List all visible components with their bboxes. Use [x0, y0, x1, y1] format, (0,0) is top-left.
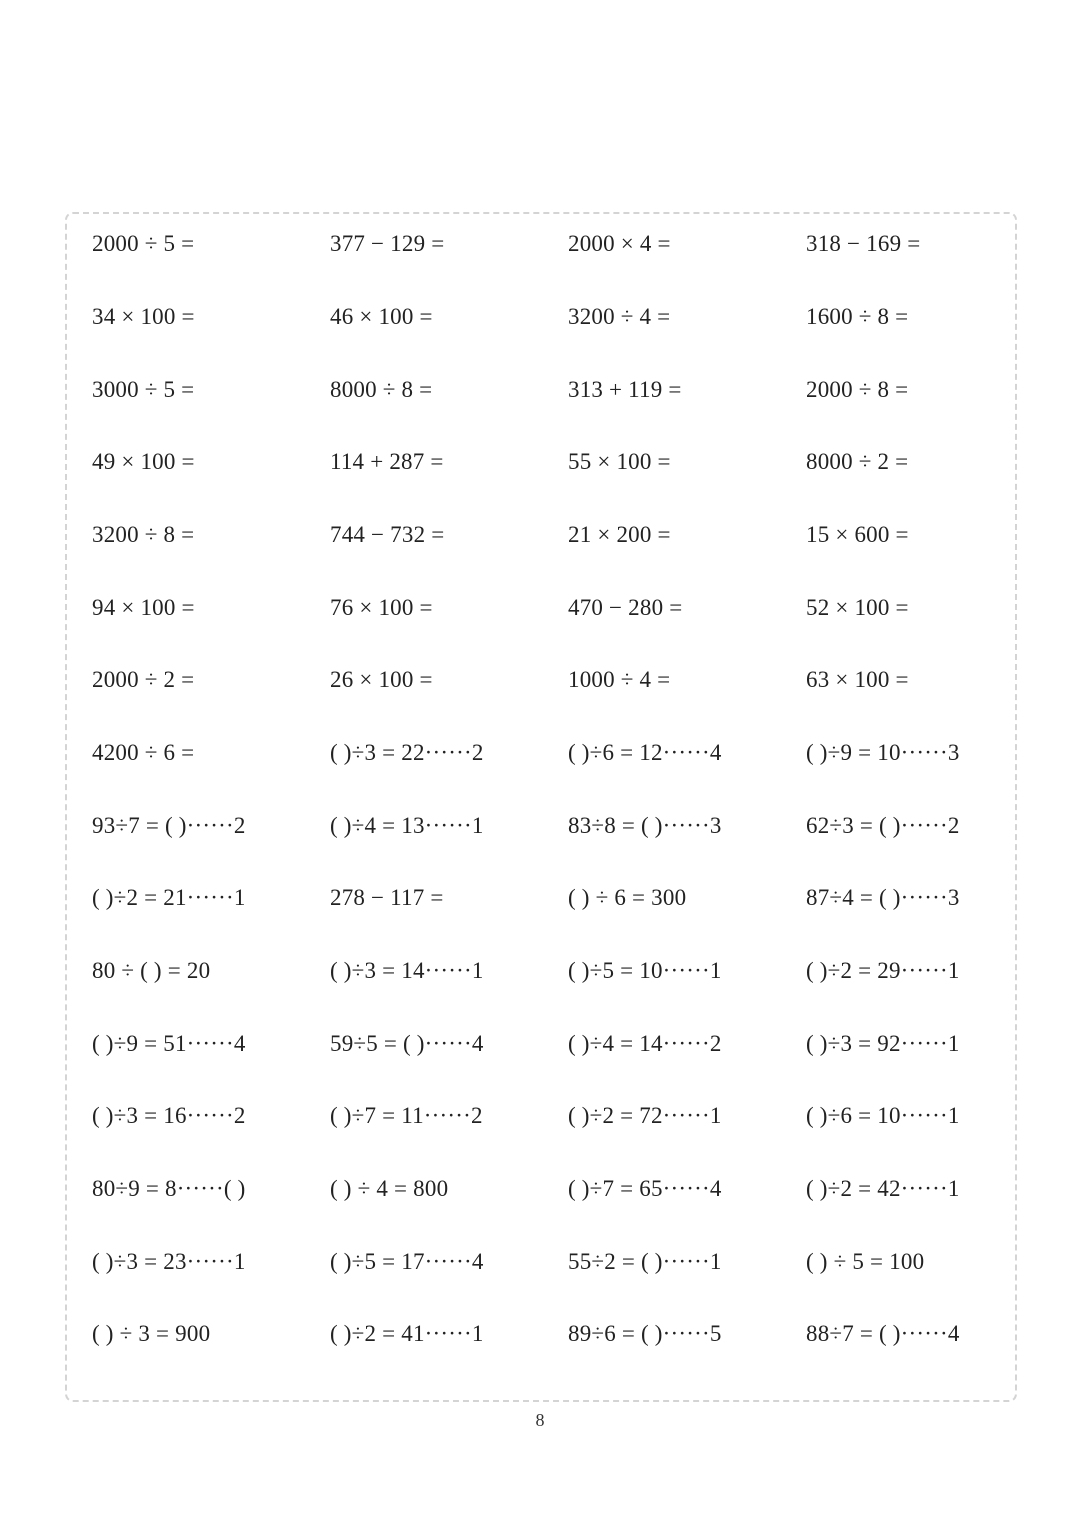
problem-item: 80÷9 = 8······( ) [92, 1175, 246, 1201]
problem-item: ( )÷4 = 13······1 [330, 812, 484, 838]
problem-item: ( )÷5 = 10······1 [568, 957, 722, 983]
problem-item: 89÷6 = ( )······5 [568, 1321, 722, 1347]
problem-item: 3000 ÷ 5 = [92, 376, 195, 402]
problem-item: 49 × 100 = [92, 449, 195, 475]
problem-item: 1600 ÷ 8 = [806, 303, 909, 329]
problem-item: 94 × 100 = [92, 594, 195, 620]
page-number: 8 [535, 1410, 545, 1430]
problem-item: ( )÷3 = 92······1 [806, 1030, 960, 1056]
problem-item: ( )÷3 = 23······1 [92, 1248, 246, 1274]
problem-item: 52 × 100 = [806, 594, 909, 620]
problem-item: ( )÷7 = 65······4 [568, 1175, 722, 1201]
problem-item: ( )÷6 = 12······4 [568, 739, 722, 765]
problem-item: ( )÷3 = 14······1 [330, 957, 484, 983]
problem-grid [92, 208, 1020, 1371]
problem-item: 377 − 129 = [330, 231, 445, 257]
problem-item: 313 + 119 = [568, 376, 682, 402]
problem-item: 88÷7 = ( )······4 [806, 1321, 960, 1347]
problem-item: 2000 ÷ 8 = [806, 376, 909, 402]
problem-item: 3200 ÷ 8 = [92, 521, 195, 547]
problem-item: 80 ÷ ( ) = 20 [92, 957, 211, 983]
problem-item: ( ) ÷ 4 = 800 [330, 1175, 449, 1201]
problem-item: 55÷2 = ( )······1 [568, 1248, 722, 1274]
problem-item: ( )÷2 = 29······1 [806, 957, 960, 983]
problem-item: 34 × 100 = [92, 303, 195, 329]
problem-item: 2000 × 4 = [568, 231, 671, 257]
problem-item: 2000 ÷ 2 = [92, 667, 195, 693]
problem-item: 15 × 600 = [806, 521, 909, 547]
problem-item: 21 × 200 = [568, 521, 671, 547]
problem-item: ( )÷2 = 72······1 [568, 1103, 722, 1129]
problem-item: 4200 ÷ 6 = [92, 739, 195, 765]
problem-item: 87÷4 = ( )······3 [806, 885, 960, 911]
problem-item: ( )÷6 = 10······1 [806, 1103, 960, 1129]
problem-item: 318 − 169 = [806, 231, 921, 257]
problem-item: 26 × 100 = [330, 667, 433, 693]
problem-item: 278 − 117 = [330, 885, 444, 911]
problem-item: 1000 ÷ 4 = [568, 667, 671, 693]
problem-item: ( ) ÷ 5 = 100 [806, 1248, 925, 1274]
problem-item: 470 − 280 = [568, 594, 683, 620]
problem-item: ( )÷9 = 51······4 [92, 1030, 246, 1056]
problem-item: 93÷7 = ( )······2 [92, 812, 246, 838]
problem-item: 46 × 100 = [330, 303, 433, 329]
problem-item: ( )÷2 = 21······1 [92, 885, 246, 911]
problem-item: ( ) ÷ 3 = 900 [92, 1321, 211, 1347]
problem-item: 63 × 100 = [806, 667, 909, 693]
problem-item: ( )÷3 = 16······2 [92, 1103, 246, 1129]
problem-item: ( )÷9 = 10······3 [806, 739, 960, 765]
problem-item: ( )÷5 = 17······4 [330, 1248, 484, 1274]
problem-item: 114 + 287 = [330, 449, 444, 475]
problem-item: 62÷3 = ( )······2 [806, 812, 960, 838]
problem-item: 76 × 100 = [330, 594, 433, 620]
problem-item: ( ) ÷ 6 = 300 [568, 885, 687, 911]
problem-item: 8000 ÷ 8 = [330, 376, 433, 402]
problem-item: 55 × 100 = [568, 449, 671, 475]
problem-item: 3200 ÷ 4 = [568, 303, 671, 329]
problem-item: ( )÷4 = 14······2 [568, 1030, 722, 1056]
problem-item: ( )÷3 = 22······2 [330, 739, 484, 765]
problem-item: ( )÷2 = 42······1 [806, 1175, 960, 1201]
problem-item: 2000 ÷ 5 = [92, 231, 195, 257]
problem-item: 83÷8 = ( )······3 [568, 812, 722, 838]
problem-item: 744 − 732 = [330, 521, 445, 547]
problem-item: 8000 ÷ 2 = [806, 449, 909, 475]
problem-item: ( )÷7 = 11······2 [330, 1103, 483, 1129]
problem-item: 59÷5 = ( )······4 [330, 1030, 484, 1056]
problem-item: ( )÷2 = 41······1 [330, 1321, 484, 1347]
